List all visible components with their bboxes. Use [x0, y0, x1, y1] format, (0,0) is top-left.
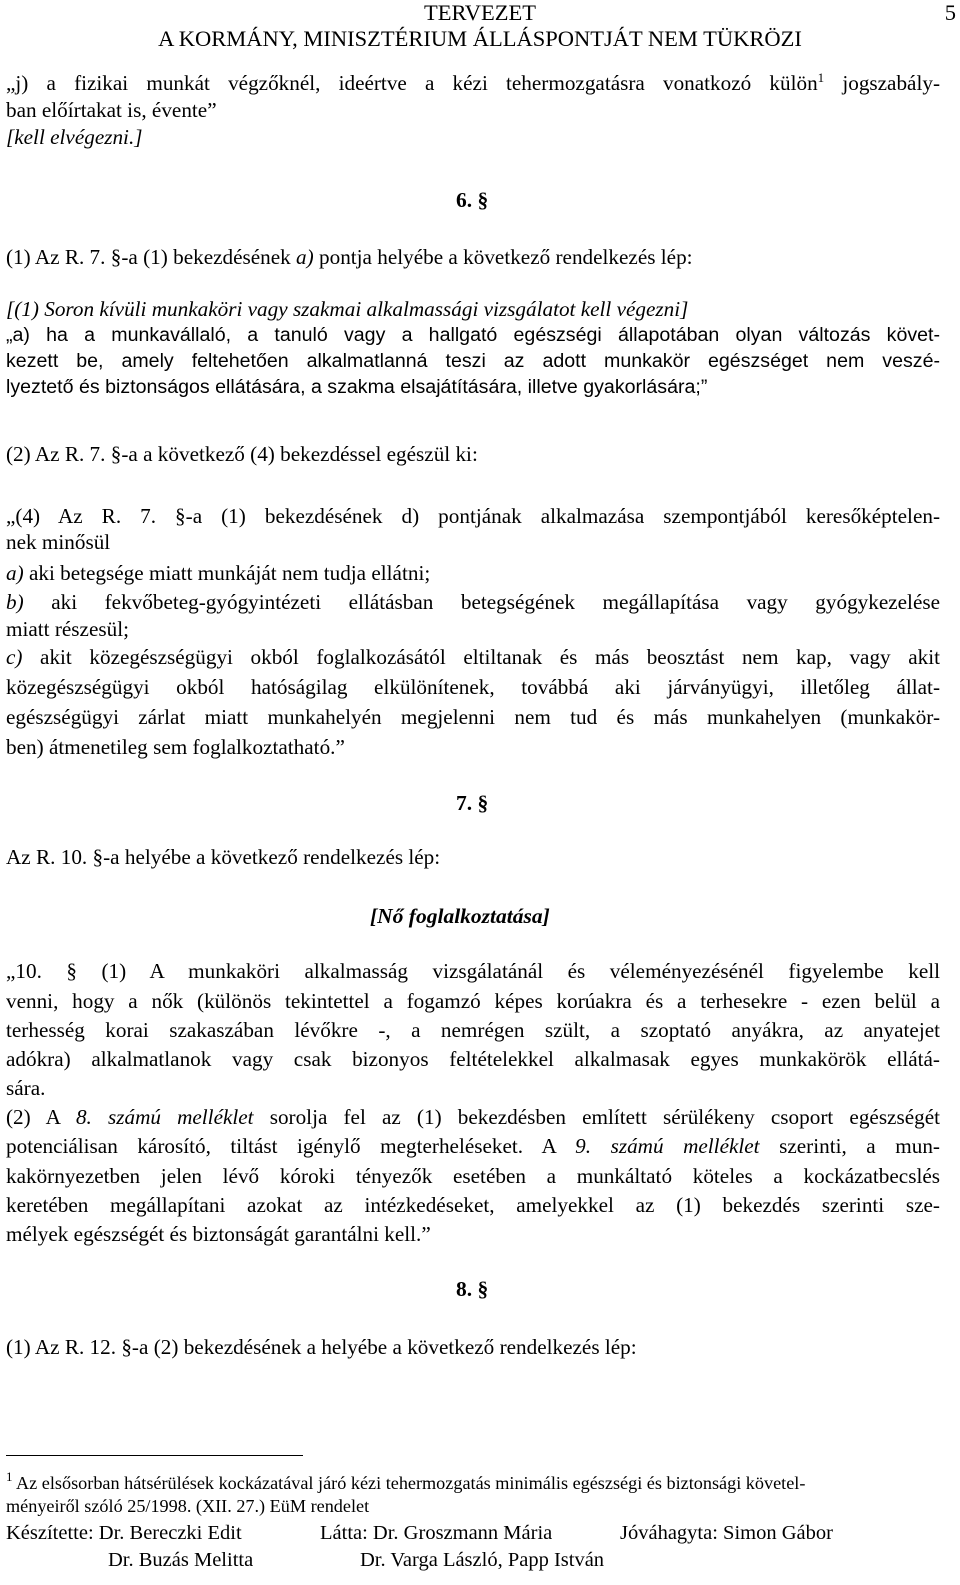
section-7-subtitle: [Nő foglalkoztatása]: [370, 904, 550, 928]
item-c-label: c): [6, 645, 23, 669]
para10-line-3: terhesség korai szakaszában lévőkre -, a nemrégen szült, a szoptató anyákra, az anyatejet: [6, 1018, 940, 1042]
para10-line-1: „10. § (1) A munkaköri alkalmasság vizsgálatánál és véleményezésénél figyelembe kell: [6, 959, 940, 983]
disclaimer-header: A KORMÁNY, MINISZTÉRIUM ÁLLÁSPONTJÁT NEM TÜKRÖZI: [158, 26, 802, 51]
prepared-by-2: Dr. Buzás Melitta: [108, 1549, 254, 1571]
item-b-label: b): [6, 590, 24, 614]
section-6-p1-b: pontja helyébe a következő rendelkezés lép:: [313, 245, 693, 269]
footnote-line-2: ményeiről szóló 25/1998. (XII. 27.) EüM rendelet: [6, 1496, 370, 1516]
section-6-p1-a: (1) Az R. 7. §-a (1) bekezdésének: [6, 245, 297, 269]
item-c-line-2: közegészségügyi okból hatóságilag elkülönítenek, továbbá aki járványügyi, illetőleg állat-: [6, 675, 940, 699]
item-c-line-1: [6, 644, 940, 670]
para10-line-5: sára.: [6, 1076, 46, 1100]
para10-2-line-4: keretében megállapítani azokat az intézkedéseket, amelyekkel az (1) bekezdés szerinti sze-: [6, 1193, 940, 1217]
item-a: [6, 560, 430, 586]
section-7-p1: Az R. 10. §-a helyébe a következő rendelkezés lép:: [6, 845, 441, 869]
para10-2-text-a: (2) A: [6, 1105, 76, 1129]
footnote-text: Az elsősorban hátsérülések kockázatával járó kézi tehermozgatás minimális egészségi és biztonsági követel-: [12, 1473, 806, 1493]
approved-by: Jóváhagyta: Simon Gábor: [620, 1522, 833, 1544]
footnote-ref[interactable]: 1: [817, 70, 825, 85]
footnote-line-1: [6, 1469, 806, 1494]
seen-by-2: Dr. Varga László, Papp István: [360, 1549, 605, 1571]
para10-2-line-1: [6, 1104, 940, 1130]
p4-line-2: nek minősül: [6, 530, 111, 554]
section-6-title: 6. §: [456, 188, 489, 212]
section-6-p1: [6, 244, 693, 270]
para10-2-text-c: potenciálisan károsító, tiltást igénylő megterheléseket. A: [6, 1134, 576, 1158]
item-a-text: aki betegsége miatt munkáját nem tudja ellátni;: [23, 561, 431, 585]
annex-8-ref[interactable]: 8. számú melléklet: [75, 1105, 254, 1129]
annex-9-ref[interactable]: 9. számú melléklet: [575, 1134, 760, 1158]
section-6-p1-italic: a): [296, 245, 314, 269]
block-j-line-2: ban előírtakat is, évente”: [6, 98, 217, 122]
para10-line-4: adókra) alkalmatlanok vagy csak bizonyos feltételekkel alkalmasak egyes munkakörök ellátá-: [6, 1047, 940, 1071]
item-c-text: akit közegészségügyi okból foglalkozásától eltiltanak és más beosztást nem kap, vagy akit: [22, 645, 940, 669]
section-8-title: 8. §: [456, 1277, 489, 1301]
prepared-by: Készítette: Dr. Bereczki Edit: [6, 1522, 242, 1544]
section-6-p2: (2) Az R. 7. §-a a következő (4) bekezdéssel egészül ki:: [6, 442, 478, 466]
section-7-title: 7. §: [456, 791, 489, 815]
item-b-line-1: [6, 589, 940, 615]
section-8-p1: (1) Az R. 12. §-a (2) bekezdésének a helyébe a következő rendelkezés lép:: [6, 1335, 637, 1359]
item-b-text: aki fekvőbeteg-gyógyintézeti ellátásban betegségének megállapítása vagy gyógykezelése: [23, 590, 940, 614]
block-j-text: „j) a fizikai munkát végzőknél, ideértve a kézi tehermozgatásra vonatkozó külön: [6, 71, 818, 95]
page-number: 5: [944, 0, 956, 25]
point-a-line-1: „a) ha a munkavállaló, a tanuló vagy a hallgató egészségi állapotában olyan változás követ-: [6, 324, 940, 346]
para10-2-line-3: kakörnyezetben jelen lévő kóroki tényezők esetében a munkáltató köteles a kockázatbecslés: [6, 1164, 940, 1188]
para10-2-line-5: mélyek egészségét és biztonságát garantálni kell.”: [6, 1222, 431, 1246]
footnote-rule: [6, 1455, 303, 1456]
p4-line-1: „(4) Az R. 7. §-a (1) bekezdésének d) pontjának alkalmazása szempontjából keresőképtelen-: [6, 504, 940, 528]
item-c-line-4: ben) átmenetileg sem foglalkoztatható.”: [6, 735, 345, 759]
block-j-line-3: [kell elvégezni.]: [6, 125, 143, 149]
point-a-line-2: kezett be, amely feltehetően alkalmatlanná teszi az adott munkakör egészséget nem veszé-: [6, 350, 940, 372]
footnote-number: 1: [6, 1469, 13, 1484]
block-j-line-1: [6, 70, 940, 96]
section-6-intro: [(1) Soron kívüli munkaköri vagy szakmai alkalmassági vizsgálatot kell végezni]: [6, 297, 689, 321]
item-a-label: a): [6, 561, 24, 585]
item-c-line-3: egészségügyi zárlat miatt munkahelyén megjelenni nem tud és más munkahelyen (munkakör-: [6, 705, 940, 729]
item-b-line-2: miatt részesül;: [6, 617, 129, 641]
para10-2-line-2: [6, 1133, 940, 1159]
para10-line-2: venni, hogy a nők (különös tekintettel a fogamzó képes korúakra és a terhesekre - ezen belül a: [6, 989, 940, 1013]
block-j-text-end: jogszabály-: [824, 71, 940, 95]
seen-by: Látta: Dr. Groszmann Mária: [320, 1522, 553, 1544]
point-a-line-3: lyeztető és biztonságos ellátására, a szakma elsajátítására, illetve gyakorlására;”: [6, 376, 708, 398]
para10-2-text-d: szerinti, a mun-: [759, 1134, 940, 1158]
para10-2-text-b: sorolja fel az (1) bekezdésben említett sérülékeny csoport egészségét: [253, 1105, 940, 1129]
draft-header: TERVEZET: [424, 0, 536, 25]
